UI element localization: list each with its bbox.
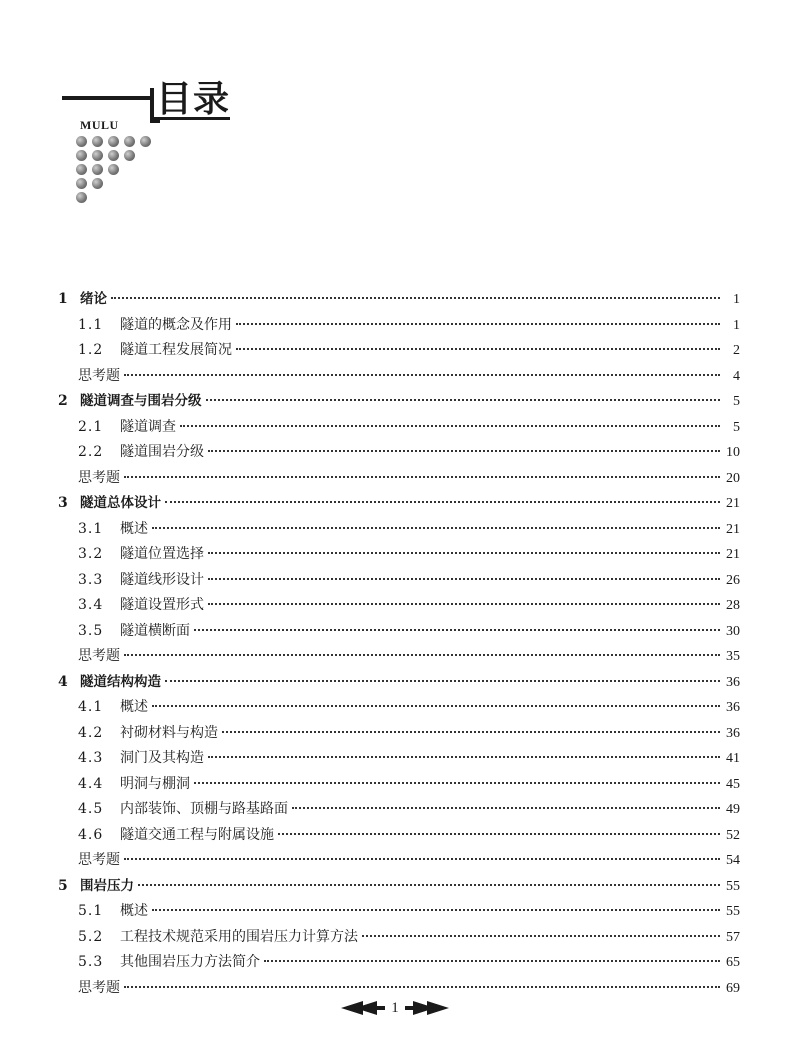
dot-leader <box>264 960 720 962</box>
toc-entry-title: 衬砌材料与构造 <box>120 724 218 741</box>
toc-section-row[interactable] <box>58 899 740 925</box>
toc-entry-title: 绪论 <box>80 291 107 307</box>
toc-entry-number: 2 <box>58 393 68 409</box>
toc-question-row[interactable] <box>58 848 740 874</box>
toc-page-number: 36 <box>726 674 740 690</box>
toc-section-row[interactable] <box>58 746 740 772</box>
dot-icon <box>108 150 119 161</box>
toc-page-number: 2 <box>733 343 740 358</box>
toc-question-row[interactable] <box>58 644 740 670</box>
toc-section-row[interactable] <box>58 797 740 823</box>
dot-leader <box>138 884 720 886</box>
toc-entry-number: 1.2 <box>78 342 104 358</box>
toc-page-number: 5 <box>733 419 740 435</box>
toc-section-row[interactable] <box>58 415 740 441</box>
toc-entry-title: 隧道线形设计 <box>120 571 204 588</box>
toc-entry-number: 4.5 <box>78 801 104 817</box>
dot-leader <box>180 425 720 427</box>
toc-entry-title: 隧道位置选择 <box>120 546 204 562</box>
toc-entry-title: 隧道交通工程与附属设施 <box>120 826 274 843</box>
toc-header <box>0 0 790 230</box>
toc-page-number: 57 <box>726 929 740 945</box>
toc-entry-title: 思考题 <box>78 852 120 868</box>
toc-chapter-row[interactable] <box>58 491 740 517</box>
toc-entry-title: 隧道工程发展简况 <box>120 342 232 358</box>
toc-entry-number: 4.4 <box>78 775 104 792</box>
dot-leader <box>362 935 720 937</box>
dot-leader <box>111 297 720 299</box>
toc-entry-title: 隧道横断面 <box>120 622 190 639</box>
toc-page-number: 55 <box>726 904 740 919</box>
toc-entry-title: 思考题 <box>78 979 120 996</box>
toc-entry-title: 明洞与棚洞 <box>120 775 190 792</box>
header-rule-left <box>62 96 154 100</box>
toc-page-number: 5 <box>733 394 740 409</box>
toc-entry-number: 2.1 <box>78 418 104 435</box>
toc-entry-number: 4.2 <box>78 724 104 741</box>
dot-icon <box>108 136 119 147</box>
toc-entry-number: 3.1 <box>78 520 104 537</box>
left-double-arrow-icon <box>341 1001 385 1015</box>
dot-leader <box>194 629 720 631</box>
toc-page-number: 1 <box>733 292 740 307</box>
toc-entry-title: 隧道的概念及作用 <box>120 316 232 333</box>
toc-entry-number: 5.3 <box>78 954 104 970</box>
toc-page-number: 36 <box>726 725 740 741</box>
toc-section-row[interactable] <box>58 338 740 364</box>
dot-icon <box>76 164 87 175</box>
toc-section-row[interactable] <box>58 823 740 849</box>
toc-entry-title: 思考题 <box>78 648 120 664</box>
toc-page-number: 55 <box>726 878 740 894</box>
toc-entry-number: 3.4 <box>78 597 104 613</box>
toc-entry-title: 内部装饰、顶棚与路基路面 <box>120 801 288 817</box>
toc-chapter-row[interactable] <box>58 389 740 415</box>
toc-entry-number: 4.6 <box>78 826 104 843</box>
toc-entry-number: 4.3 <box>78 750 104 766</box>
dot-icon <box>76 192 87 203</box>
dot-leader <box>124 374 720 376</box>
dot-leader <box>152 527 720 529</box>
dot-leader <box>208 552 720 554</box>
toc-entry-title: 概述 <box>120 699 148 715</box>
toc-section-row[interactable] <box>58 440 740 466</box>
dot-leader <box>124 654 720 656</box>
dot-leader <box>208 756 720 758</box>
page-footer <box>0 998 790 1018</box>
dot-leader <box>124 476 720 478</box>
toc-page-number: 28 <box>726 598 740 613</box>
toc-page-number: 41 <box>726 751 740 766</box>
dot-icon <box>92 136 103 147</box>
dot-icon <box>76 136 87 147</box>
toc-entry-number: 5.1 <box>78 903 104 919</box>
toc-section-row[interactable] <box>58 593 740 619</box>
toc-entry-title: 隧道设置形式 <box>120 597 204 613</box>
toc-entry-title: 隧道调查 <box>120 418 176 435</box>
page-number: 1 <box>391 1000 399 1016</box>
toc-entry-title: 洞门及其构造 <box>120 750 204 766</box>
toc-section-row[interactable] <box>58 772 740 798</box>
toc-section-row[interactable] <box>58 950 740 976</box>
toc-page-number: 21 <box>726 521 740 537</box>
dot-icon <box>108 164 119 175</box>
toc-chapter-row[interactable] <box>58 287 740 313</box>
toc-entry-title: 思考题 <box>78 469 120 486</box>
dot-leader <box>208 603 720 605</box>
dot-leader <box>194 782 720 784</box>
dot-leader <box>236 348 720 350</box>
table-of-contents <box>58 287 740 1001</box>
toc-section-row[interactable] <box>58 517 740 543</box>
toc-page-number: 45 <box>726 776 740 792</box>
toc-entry-number: 3.3 <box>78 571 104 588</box>
toc-entry-title: 隧道调查与围岩分级 <box>80 393 202 409</box>
toc-page-number: 69 <box>726 980 740 996</box>
toc-page-number: 52 <box>726 827 740 843</box>
toc-page-number: 1 <box>733 317 740 333</box>
toc-entry-number: 4 <box>58 673 68 690</box>
toc-chapter-row[interactable] <box>58 670 740 696</box>
toc-entry-number: 1 <box>58 291 68 307</box>
toc-entry-number: 3.2 <box>78 546 104 562</box>
toc-section-row[interactable] <box>58 568 740 594</box>
toc-entry-title: 工程技术规范采用的围岩压力计算方法 <box>120 928 358 945</box>
right-double-arrow-icon <box>405 1001 449 1015</box>
toc-page-number: 21 <box>726 547 740 562</box>
toc-entry-number: 3 <box>58 495 68 511</box>
toc-entry-title: 概述 <box>120 903 148 919</box>
dot-leader <box>152 909 720 911</box>
page-title: 目录 <box>156 79 231 120</box>
toc-page-number: 4 <box>733 368 740 384</box>
dot-icon <box>140 136 151 147</box>
toc-entry-title: 其他围岩压力方法简介 <box>120 954 260 970</box>
toc-page-number: 54 <box>726 853 740 868</box>
toc-chapter-row[interactable] <box>58 874 740 900</box>
dot-leader <box>208 578 720 580</box>
toc-entry-title: 隧道围岩分级 <box>120 444 204 460</box>
toc-entry-title: 隧道结构构造 <box>80 673 161 690</box>
dot-leader <box>165 680 720 682</box>
toc-page-number: 20 <box>726 470 740 486</box>
toc-page-number: 10 <box>726 445 740 460</box>
dot-icon <box>124 150 135 161</box>
dot-leader <box>236 323 720 325</box>
dot-icon <box>92 164 103 175</box>
toc-entry-title: 概述 <box>120 520 148 537</box>
toc-entry-number: 4.1 <box>78 699 104 715</box>
dot-icon <box>92 178 103 189</box>
toc-entry-number: 2.2 <box>78 444 104 460</box>
page-subtitle: MULU <box>80 118 119 132</box>
toc-entry-number: 5 <box>58 877 68 894</box>
toc-page-number: 49 <box>726 802 740 817</box>
toc-entry-number: 1.1 <box>78 316 104 333</box>
toc-page-number: 35 <box>726 649 740 664</box>
dot-leader <box>124 986 720 988</box>
toc-section-row[interactable] <box>58 695 740 721</box>
toc-entry-number: 3.5 <box>78 622 104 639</box>
dot-leader <box>124 858 720 860</box>
dot-icon <box>76 150 87 161</box>
dot-icon <box>124 136 135 147</box>
toc-entry-title: 思考题 <box>78 367 120 384</box>
toc-section-row[interactable] <box>58 721 740 747</box>
dot-leader <box>208 450 720 452</box>
dot-leader <box>278 833 720 835</box>
dot-icon <box>76 178 87 189</box>
toc-page-number: 65 <box>726 955 740 970</box>
toc-section-row[interactable] <box>58 925 740 951</box>
toc-page-number: 30 <box>726 623 740 639</box>
toc-entry-number: 5.2 <box>78 928 104 945</box>
toc-entry-title: 围岩压力 <box>80 877 134 894</box>
dot-leader <box>165 501 720 503</box>
toc-question-row[interactable] <box>58 466 740 492</box>
toc-section-row[interactable] <box>58 542 740 568</box>
toc-page-number: 26 <box>726 572 740 588</box>
toc-page-number: 36 <box>726 700 740 715</box>
toc-section-row[interactable] <box>58 313 740 339</box>
dot-leader <box>206 399 721 401</box>
toc-section-row[interactable] <box>58 619 740 645</box>
toc-page-number: 21 <box>726 496 740 511</box>
dot-leader <box>152 705 720 707</box>
dot-leader <box>292 807 720 809</box>
toc-entry-title: 隧道总体设计 <box>80 495 161 511</box>
dot-icon <box>92 150 103 161</box>
toc-question-row[interactable] <box>58 364 740 390</box>
dot-leader <box>222 731 720 733</box>
